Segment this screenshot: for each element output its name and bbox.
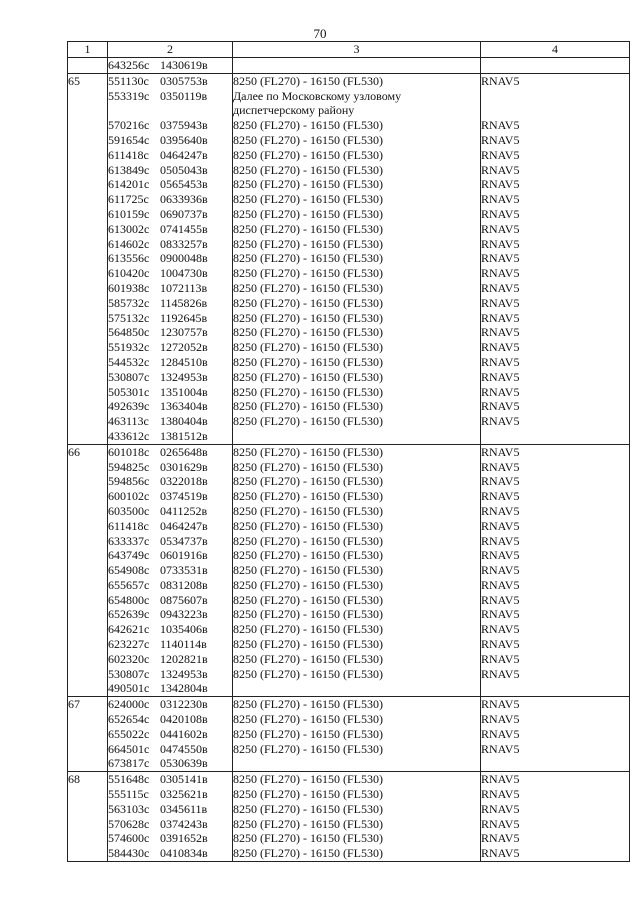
point-longitude: 0312230в (160, 697, 208, 712)
route-point (108, 58, 232, 73)
route-points-cell (108, 444, 233, 697)
navigation-spec: RNAV5 (481, 354, 520, 369)
route-point (108, 622, 232, 637)
altitude-range: 8250 (FL270) - 16150 (FL530) (233, 474, 383, 489)
point-longitude: 0875607в (160, 592, 208, 607)
altitude-range: 8250 (FL270) - 16150 (FL530) (233, 577, 383, 592)
altitude-range: 8250 (FL270) - 16150 (FL530) (233, 354, 383, 369)
route-number: 67 (68, 697, 108, 772)
point-longitude: 1145826в (160, 295, 208, 310)
altitude-range: 8250 (FL270) - 16150 (FL530) (233, 414, 383, 429)
point-longitude: 0395640в (160, 132, 208, 147)
altitude-range: 8250 (FL270) - 16150 (FL530) (233, 563, 383, 578)
point-longitude: 1140114в (160, 637, 207, 652)
route-point (108, 742, 232, 757)
point-latitude: 433612с (108, 428, 150, 443)
point-latitude: 594856с (108, 474, 150, 489)
route-point (108, 148, 232, 163)
navigation-spec: RNAV5 (481, 518, 520, 533)
route-point (108, 103, 232, 118)
point-longitude: 1004730в (160, 266, 208, 281)
table-header-row (68, 42, 630, 58)
route-group-row (68, 444, 630, 697)
altitude-range: 8250 (FL270) - 16150 (FL530) (233, 666, 383, 681)
altitude-range: 8250 (FL270) - 16150 (FL530) (233, 592, 383, 607)
point-longitude: 0420108в (160, 712, 208, 727)
route-point (108, 534, 232, 549)
altitude-range: 8250 (FL270) - 16150 (FL530) (233, 697, 383, 712)
route-point (108, 445, 232, 460)
route-point (108, 163, 232, 178)
route-point (108, 697, 232, 712)
navigation-spec: RNAV5 (481, 369, 520, 384)
altitude-range: 8250 (FL270) - 16150 (FL530) (233, 384, 383, 399)
route-point (108, 340, 232, 355)
route-number: 65 (68, 73, 108, 444)
navigation-spec (481, 89, 629, 104)
altitude-range: 8250 (FL270) - 16150 (FL530) (233, 533, 383, 548)
altitude-range: 8250 (FL270) - 16150 (FL530) (233, 340, 383, 355)
point-longitude: 0374519в (160, 489, 208, 504)
point-latitude: 624000с (108, 697, 150, 712)
point-longitude: 1072113в (160, 280, 208, 295)
point-latitude: 551130с (108, 73, 149, 88)
point-longitude: 0505043в (160, 162, 208, 177)
altitude-range: 8250 (FL270) - 16150 (FL530) (233, 73, 383, 88)
route-point (108, 846, 232, 861)
point-latitude: 643256с (108, 58, 150, 72)
altitude-range: 8250 (FL270) - 16150 (FL530) (233, 444, 383, 459)
altitude-range: 8250 (FL270) - 16150 (FL530) (233, 651, 383, 666)
route-points-cell (108, 772, 233, 862)
point-latitude: 600102с (108, 489, 150, 504)
route-point (108, 548, 232, 563)
navigation-spec (481, 103, 629, 118)
route-point (108, 504, 232, 519)
altitude-range: 8250 (FL270) - 16150 (FL530) (233, 251, 383, 266)
point-latitude: 570216с (108, 118, 150, 133)
point-latitude: 652654с (108, 712, 150, 727)
navigation-spec: RNAV5 (481, 384, 520, 399)
navigation-spec: RNAV5 (481, 533, 520, 548)
point-latitude: 601018с (108, 444, 150, 459)
altitude-range: 8250 (FL270) - 16150 (FL530) (233, 846, 383, 861)
route-point (108, 593, 232, 608)
navigation-spec: RNAV5 (481, 118, 520, 133)
point-latitude: 492639с (108, 399, 150, 414)
point-longitude: 1035406в (160, 622, 208, 637)
route-point (108, 460, 232, 475)
route-group-row (68, 58, 630, 74)
route-point (108, 74, 232, 89)
point-longitude: 0530639в (160, 756, 208, 771)
navigation-spec: RNAV5 (481, 503, 520, 518)
point-latitude: 594825с (108, 459, 150, 474)
route-number: 68 (68, 772, 108, 862)
route-point (108, 177, 232, 192)
navigation-spec: RNAV5 (481, 607, 520, 622)
point-longitude: 0350119в (160, 88, 208, 103)
altitude-range: 8250 (FL270) - 16150 (FL530) (233, 177, 383, 192)
point-latitude: 563103с (108, 801, 150, 816)
point-longitude: 0534737в (160, 533, 208, 548)
point-longitude: 1380404в (160, 414, 208, 429)
point-longitude: 0305753в (160, 73, 208, 88)
point-longitude: 1230757в (160, 325, 208, 340)
navigation-spec: RNAV5 (481, 310, 520, 325)
point-latitude: 551648с (108, 772, 150, 787)
route-point (108, 802, 232, 817)
altitude-range: 8250 (FL270) - 16150 (FL530) (233, 206, 383, 221)
route-point (108, 192, 232, 207)
point-latitude: 611418с (108, 147, 149, 162)
route-point (108, 772, 232, 787)
point-longitude: 0601916в (160, 548, 208, 563)
route-point (108, 681, 232, 696)
point-latitude: 585732с (108, 295, 150, 310)
navigation-spec: RNAV5 (481, 147, 520, 162)
point-latitude: 613849с (108, 162, 150, 177)
altitude-range: 8250 (FL270) - 16150 (FL530) (233, 118, 383, 133)
navigation-spec: RNAV5 (481, 459, 520, 474)
navigation-spec: RNAV5 (481, 741, 520, 756)
route-point (108, 489, 232, 504)
point-longitude: 0345611в (160, 801, 208, 816)
altitude-range: 8250 (FL270) - 16150 (FL530) (233, 726, 383, 741)
route-point (108, 311, 232, 326)
route-group-row (68, 772, 630, 862)
altitude-range: 8250 (FL270) - 16150 (FL530) (233, 132, 383, 147)
point-longitude: 1284510в (160, 354, 208, 369)
altitude-range: 8250 (FL270) - 16150 (FL530) (233, 192, 383, 207)
navigation-spec-cell (481, 772, 630, 862)
navigation-spec: RNAV5 (481, 444, 520, 459)
navigation-spec: RNAV5 (481, 206, 520, 221)
point-latitude: 610159с (108, 206, 150, 221)
route-point (108, 712, 232, 727)
altitude-range: 8250 (FL270) - 16150 (FL530) (233, 266, 383, 281)
point-latitude: 642621с (108, 622, 150, 637)
point-longitude: 1351004в (160, 384, 208, 399)
route-point (108, 281, 232, 296)
altitude-cell (233, 772, 481, 862)
route-point (108, 133, 232, 148)
altitude-range: 8250 (FL270) - 16150 (FL530) (233, 489, 383, 504)
route-number (68, 58, 108, 74)
point-longitude: 0741455в (160, 221, 208, 236)
route-group-row (68, 73, 630, 444)
point-latitude: 603500с (108, 503, 150, 518)
altitude-range: 8250 (FL270) - 16150 (FL530) (233, 831, 383, 846)
navigation-spec: RNAV5 (481, 266, 520, 281)
navigation-spec: RNAV5 (481, 577, 520, 592)
altitude-range: 8250 (FL270) - 16150 (FL530) (233, 236, 383, 251)
point-longitude: 0411252в (160, 503, 208, 518)
header-col-2: 2 (108, 42, 233, 58)
point-longitude: 1324953в (160, 369, 208, 384)
route-point (108, 787, 232, 802)
point-latitude: 574600с (108, 831, 150, 846)
altitude-cell (233, 444, 481, 697)
navigation-spec: RNAV5 (481, 801, 520, 816)
altitude-range: 8250 (FL270) - 16150 (FL530) (233, 622, 383, 637)
routes-table (67, 41, 630, 862)
point-longitude: 0474550в (160, 741, 208, 756)
altitude-range: 8250 (FL270) - 16150 (FL530) (233, 503, 383, 518)
point-longitude: 0690737в (160, 206, 208, 221)
altitude-range: 8250 (FL270) - 16150 (FL530) (233, 147, 383, 162)
navigation-spec: RNAV5 (481, 666, 520, 681)
navigation-spec-cell (481, 697, 630, 772)
altitude-range: диспетчерскому району (233, 103, 355, 118)
point-latitude: 614201с (108, 177, 150, 192)
altitude-range: 8250 (FL270) - 16150 (FL530) (233, 162, 383, 177)
point-latitude: 611418с (108, 518, 149, 533)
route-points-cell (108, 697, 233, 772)
point-latitude: 611725с (108, 192, 149, 207)
route-point (108, 355, 232, 370)
navigation-spec: RNAV5 (481, 399, 520, 414)
altitude-range: 8250 (FL270) - 16150 (FL530) (233, 310, 383, 325)
navigation-spec: RNAV5 (481, 221, 520, 236)
page-number: 70 (313, 26, 327, 41)
navigation-spec-cell (481, 444, 630, 697)
point-latitude: 655022с (108, 726, 150, 741)
navigation-spec: RNAV5 (481, 162, 520, 177)
route-point (108, 296, 232, 311)
altitude-range: 8250 (FL270) - 16150 (FL530) (233, 772, 383, 787)
point-longitude: 0391652в (160, 831, 208, 846)
point-latitude: 544532с (108, 354, 150, 369)
point-latitude: 591654с (108, 132, 150, 147)
route-point (108, 429, 232, 444)
navigation-spec: RNAV5 (481, 325, 520, 340)
point-latitude: 633337с (108, 533, 150, 548)
point-latitude: 551932с (108, 340, 150, 355)
navigation-spec: RNAV5 (481, 280, 520, 295)
altitude-range: 8250 (FL270) - 16150 (FL530) (233, 325, 383, 340)
route-point (108, 474, 232, 489)
point-latitude: 584430с (108, 846, 150, 861)
route-group-row (68, 697, 630, 772)
altitude-range: 8250 (FL270) - 16150 (FL530) (233, 801, 383, 816)
route-point (108, 578, 232, 593)
point-longitude: 1430619в (160, 58, 208, 72)
altitude-range: 8250 (FL270) - 16150 (FL530) (233, 816, 383, 831)
altitude-range: 8250 (FL270) - 16150 (FL530) (233, 399, 383, 414)
point-longitude: 0375943в (160, 118, 208, 133)
altitude-range: 8250 (FL270) - 16150 (FL530) (233, 280, 383, 295)
point-longitude: 0833257в (160, 236, 208, 251)
point-latitude: 490501с (108, 681, 150, 696)
navigation-spec: RNAV5 (481, 637, 520, 652)
route-point (108, 385, 232, 400)
altitude-range: 8250 (FL270) - 16150 (FL530) (233, 787, 383, 802)
route-point (108, 118, 232, 133)
route-point (108, 222, 232, 237)
point-latitude: 614602с (108, 236, 150, 251)
point-longitude: 1202821в (160, 651, 208, 666)
route-point (108, 667, 232, 682)
altitude-range: 8250 (FL270) - 16150 (FL530) (233, 607, 383, 622)
altitude-range: Далее по Московскому узловому (233, 88, 402, 103)
point-longitude: 0441602в (160, 726, 208, 741)
point-longitude: 0301629в (160, 459, 208, 474)
navigation-spec: RNAV5 (481, 489, 520, 504)
navigation-spec-cell (481, 73, 630, 444)
navigation-spec: RNAV5 (481, 772, 520, 787)
point-longitude: 1324953в (160, 666, 208, 681)
point-longitude: 0831208в (160, 577, 208, 592)
navigation-spec: RNAV5 (481, 651, 520, 666)
altitude-range: 8250 (FL270) - 16150 (FL530) (233, 518, 383, 533)
route-point (108, 519, 232, 534)
point-longitude: 0464247в (160, 518, 208, 533)
point-latitude: 602320с (108, 651, 150, 666)
altitude-range: 8250 (FL270) - 16150 (FL530) (233, 369, 383, 384)
route-point (108, 370, 232, 385)
route-points-cell (108, 73, 233, 444)
navigation-spec: RNAV5 (481, 236, 520, 251)
point-longitude: 1342804в (160, 681, 208, 696)
route-point (108, 756, 232, 771)
altitude-range: 8250 (FL270) - 16150 (FL530) (233, 221, 383, 236)
navigation-spec-cell (481, 58, 630, 74)
point-latitude: 555115с (108, 787, 149, 802)
point-longitude: 1272052в (160, 340, 208, 355)
altitude-range: 8250 (FL270) - 16150 (FL530) (233, 637, 383, 652)
point-latitude: 673817с (108, 756, 150, 771)
point-longitude: 0733531в (160, 563, 208, 578)
navigation-spec: RNAV5 (481, 340, 520, 355)
navigation-spec: RNAV5 (481, 73, 520, 88)
point-latitude: 654908с (108, 563, 150, 578)
point-latitude: 505301с (108, 384, 150, 399)
point-latitude: 655657с (108, 577, 150, 592)
route-point (108, 637, 232, 652)
point-latitude: 623227с (108, 637, 150, 652)
route-point (108, 727, 232, 742)
route-points-cell (108, 58, 233, 74)
route-point (108, 563, 232, 578)
navigation-spec: RNAV5 (481, 846, 520, 861)
point-latitude: 564850с (108, 325, 150, 340)
route-point (108, 817, 232, 832)
header-col-4: 4 (481, 42, 630, 58)
route-point (108, 607, 232, 622)
point-latitude: 575132с (108, 310, 150, 325)
navigation-spec: RNAV5 (481, 622, 520, 637)
point-longitude: 0325621в (160, 787, 208, 802)
point-longitude: 1363404в (160, 399, 208, 414)
navigation-spec: RNAV5 (481, 177, 520, 192)
point-longitude: 0565453в (160, 177, 208, 192)
routes-table-body (68, 58, 630, 862)
point-latitude: 463113с (108, 414, 149, 429)
route-point (108, 207, 232, 222)
point-latitude: 652639с (108, 607, 150, 622)
header-col-3: 3 (233, 42, 481, 58)
navigation-spec: RNAV5 (481, 787, 520, 802)
navigation-spec: RNAV5 (481, 712, 520, 727)
navigation-spec: RNAV5 (481, 563, 520, 578)
altitude-cell (233, 697, 481, 772)
altitude-range: 8250 (FL270) - 16150 (FL530) (233, 741, 383, 756)
route-number: 66 (68, 444, 108, 697)
navigation-spec: RNAV5 (481, 548, 520, 563)
point-longitude: 0943223в (160, 607, 208, 622)
point-latitude: 664501с (108, 741, 150, 756)
navigation-spec: RNAV5 (481, 831, 520, 846)
navigation-spec: RNAV5 (481, 414, 520, 429)
route-point (108, 399, 232, 414)
point-longitude: 1192645в (160, 310, 208, 325)
route-point (108, 266, 232, 281)
point-longitude: 0305141в (160, 772, 208, 787)
navigation-spec: RNAV5 (481, 132, 520, 147)
route-point (108, 237, 232, 252)
altitude-range: 8250 (FL270) - 16150 (FL530) (233, 459, 383, 474)
point-latitude: 613002с (108, 221, 150, 236)
navigation-spec: RNAV5 (481, 726, 520, 741)
navigation-spec: RNAV5 (481, 192, 520, 207)
route-point (108, 89, 232, 104)
route-point (108, 831, 232, 846)
navigation-spec: RNAV5 (481, 816, 520, 831)
navigation-spec: RNAV5 (481, 295, 520, 310)
navigation-spec: RNAV5 (481, 251, 520, 266)
altitude-range: 8250 (FL270) - 16150 (FL530) (233, 548, 383, 563)
point-longitude: 0464247в (160, 147, 208, 162)
point-longitude: 0900048в (160, 251, 208, 266)
point-latitude: 570628с (108, 816, 150, 831)
altitude-range: 8250 (FL270) - 16150 (FL530) (233, 712, 383, 727)
point-latitude: 643749с (108, 548, 150, 563)
altitude-cell (233, 58, 481, 74)
point-longitude: 0265648в (160, 444, 208, 459)
point-latitude: 613556с (108, 251, 150, 266)
altitude-range: 8250 (FL270) - 16150 (FL530) (233, 295, 383, 310)
altitude-cell (233, 73, 481, 444)
point-latitude: 654800с (108, 592, 150, 607)
point-longitude: 1381512в (160, 428, 208, 443)
point-latitude: 610420с (108, 266, 150, 281)
point-latitude: 601938с (108, 280, 150, 295)
point-latitude: 530807с (108, 666, 150, 681)
navigation-spec: RNAV5 (481, 592, 520, 607)
navigation-spec: RNAV5 (481, 474, 520, 489)
point-longitude: 0633936в (160, 192, 208, 207)
header-col-1: 1 (68, 42, 108, 58)
point-latitude: 553319с (108, 88, 150, 103)
route-point (108, 325, 232, 340)
navigation-spec: RNAV5 (481, 697, 520, 712)
point-longitude: 0410834в (160, 846, 208, 861)
point-longitude: 0374243в (160, 816, 208, 831)
route-point (108, 414, 232, 429)
point-longitude: 0322018в (160, 474, 208, 489)
point-latitude: 530807с (108, 369, 150, 384)
route-point (108, 251, 232, 266)
route-point (108, 652, 232, 667)
